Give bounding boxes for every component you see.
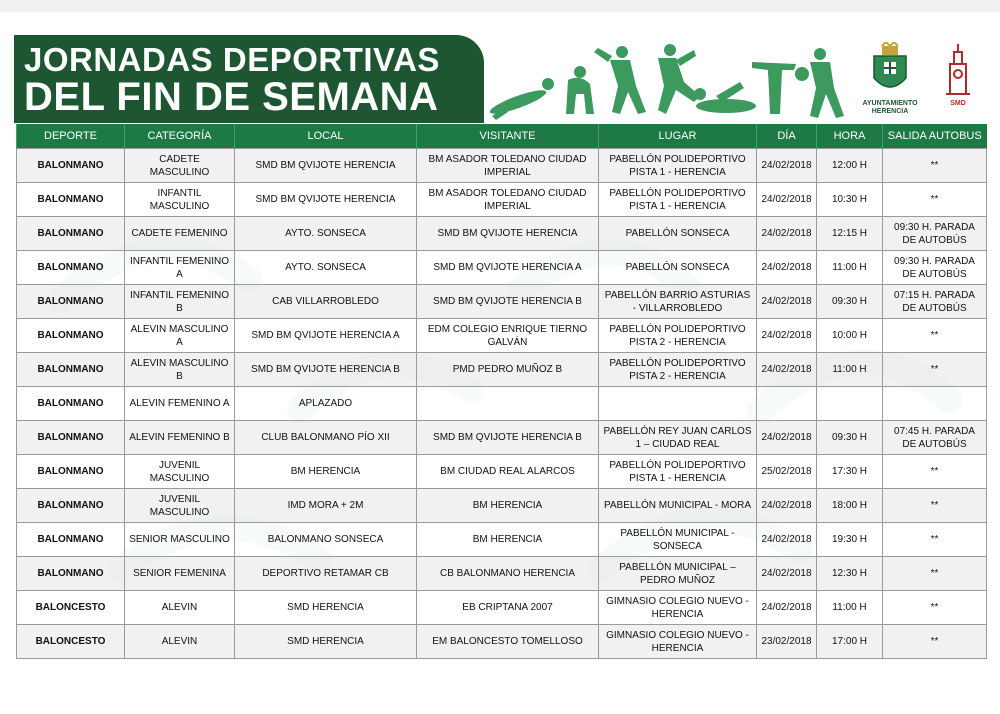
- categoria-cell: JUVENIL MASCULINO: [125, 489, 235, 523]
- hora-cell: 17:00 H: [817, 625, 883, 659]
- column-header-hora: HORA: [817, 124, 883, 149]
- local-cell: SMD BM QVIJOTE HERENCIA: [235, 149, 417, 183]
- table-body: [17, 149, 987, 659]
- hora-cell: 17:30 H: [817, 455, 883, 489]
- salida-autobus-cell: 09:30 H. PARADA DE AUTOBÚS: [883, 217, 987, 251]
- categoria-cell: INFANTIL MASCULINO: [125, 183, 235, 217]
- table-row: [17, 523, 987, 557]
- ball-player-icon: [795, 48, 844, 118]
- title-line-2: DEL FIN DE SEMANA: [24, 75, 439, 119]
- salida-autobus-cell: 07:15 H. PARADA DE AUTOBÚS: [883, 285, 987, 319]
- table-row: [17, 489, 987, 523]
- dia-cell: 24/02/2018: [757, 591, 817, 625]
- visitante-cell: PMD PEDRO MUÑOZ B: [417, 353, 599, 387]
- local-cell: CLUB BALONMANO PÍO XII: [235, 421, 417, 455]
- categoria-cell: ALEVIN MASCULINO B: [125, 353, 235, 387]
- visitante-cell: BM ASADOR TOLEDANO CIUDAD IMPERIAL: [417, 149, 599, 183]
- table-row: [17, 149, 987, 183]
- deporte-cell: BALONMANO: [17, 489, 125, 523]
- lugar-cell: PABELLÓN REY JUAN CARLOS 1 – CIUDAD REAL: [599, 421, 757, 455]
- table-row: [17, 387, 987, 421]
- salida-autobus-cell: **: [883, 523, 987, 557]
- table-row: [17, 183, 987, 217]
- visitante-cell: SMD BM QVIJOTE HERENCIA: [417, 217, 599, 251]
- categoria-cell: JUVENIL MASCULINO: [125, 455, 235, 489]
- visitante-cell: BM ASADOR TOLEDANO CIUDAD IMPERIAL: [417, 183, 599, 217]
- local-cell: CAB VILLARROBLEDO: [235, 285, 417, 319]
- hora-cell: 11:00 H: [817, 353, 883, 387]
- visitante-cell: SMD BM QVIJOTE HERENCIA B: [417, 285, 599, 319]
- hora-cell: [817, 387, 883, 421]
- categoria-cell: ALEVIN: [125, 625, 235, 659]
- table-row: [17, 625, 987, 659]
- dia-cell: 24/02/2018: [757, 489, 817, 523]
- column-header-visitante: VISITANTE: [417, 124, 599, 149]
- hora-cell: 12:30 H: [817, 557, 883, 591]
- categoria-cell: CADETE MASCULINO: [125, 149, 235, 183]
- dia-cell: 24/02/2018: [757, 183, 817, 217]
- salida-autobus-cell: 07:45 H. PARADA DE AUTOBÚS: [883, 421, 987, 455]
- local-cell: SMD BM QVIJOTE HERENCIA A: [235, 319, 417, 353]
- deporte-cell: BALONMANO: [17, 217, 125, 251]
- lugar-cell: PABELLÓN BARRIO ASTURIAS - VILLARROBLEDO: [599, 285, 757, 319]
- categoria-cell: ALEVIN FEMENINO B: [125, 421, 235, 455]
- deporte-cell: BALONMANO: [17, 455, 125, 489]
- salida-autobus-cell: **: [883, 591, 987, 625]
- local-cell: BM HERENCIA: [235, 455, 417, 489]
- deporte-cell: BALONMANO: [17, 557, 125, 591]
- dia-cell: 24/02/2018: [757, 523, 817, 557]
- lugar-cell: PABELLÓN MUNICIPAL – PEDRO MUÑOZ: [599, 557, 757, 591]
- hora-cell: 10:30 H: [817, 183, 883, 217]
- table-header-row: [17, 124, 987, 149]
- lugar-cell: PABELLÓN POLIDEPORTIVO PISTA 1 - HERENCIA: [599, 455, 757, 489]
- dia-cell: 24/02/2018: [757, 149, 817, 183]
- lugar-cell: GIMNASIO COLEGIO NUEVO - HERENCIA: [599, 591, 757, 625]
- tower-emblem-icon: [928, 42, 988, 98]
- categoria-cell: CADETE FEMENINO: [125, 217, 235, 251]
- local-cell: BALONMANO SONSECA: [235, 523, 417, 557]
- deporte-cell: BALONMANO: [17, 319, 125, 353]
- gymnast-icon: [752, 62, 796, 114]
- categoria-cell: SENIOR FEMENINA: [125, 557, 235, 591]
- lugar-cell: GIMNASIO COLEGIO NUEVO - HERENCIA: [599, 625, 757, 659]
- visitante-cell: CB BALONMANO HERENCIA: [417, 557, 599, 591]
- lugar-cell: PABELLÓN POLIDEPORTIVO PISTA 2 - HERENCIA: [599, 353, 757, 387]
- local-cell: SMD BM QVIJOTE HERENCIA: [235, 183, 417, 217]
- deporte-cell: BALONMANO: [17, 183, 125, 217]
- local-cell: SMD HERENCIA: [235, 591, 417, 625]
- lugar-cell: PABELLÓN POLIDEPORTIVO PISTA 1 - HERENCIA: [599, 183, 757, 217]
- deporte-cell: BALONMANO: [17, 523, 125, 557]
- athletes-illustration: [490, 38, 850, 122]
- table-row: [17, 455, 987, 489]
- categoria-cell: ALEVIN MASCULINO A: [125, 319, 235, 353]
- sliding-athlete-icon: [694, 82, 756, 113]
- deporte-cell: BALONMANO: [17, 387, 125, 421]
- table-row: [17, 591, 987, 625]
- dia-cell: 24/02/2018: [757, 285, 817, 319]
- crouching-athlete-icon: [566, 66, 594, 114]
- table-row: [17, 285, 987, 319]
- dia-cell: 25/02/2018: [757, 455, 817, 489]
- title-line-1: JORNADAS DEPORTIVAS: [24, 41, 440, 78]
- salida-autobus-cell: **: [883, 149, 987, 183]
- deporte-cell: BALONMANO: [17, 251, 125, 285]
- lugar-cell: PABELLÓN POLIDEPORTIVO PISTA 2 - HERENCIA: [599, 319, 757, 353]
- visitante-cell: BM CIUDAD REAL ALARCOS: [417, 455, 599, 489]
- visitante-cell: [417, 387, 599, 421]
- salida-autobus-cell: **: [883, 353, 987, 387]
- table-row: [17, 217, 987, 251]
- coat-of-arms-icon: [860, 42, 920, 98]
- hora-cell: 18:00 H: [817, 489, 883, 523]
- matches-table: [16, 124, 987, 659]
- lugar-cell: PABELLÓN MUNICIPAL - SONSECA: [599, 523, 757, 557]
- deporte-cell: BALONMANO: [17, 149, 125, 183]
- deporte-cell: BALONMANO: [17, 285, 125, 319]
- visitante-cell: BM HERENCIA: [417, 523, 599, 557]
- logo1-caption: AYUNTAMIENTO HERENCIA: [862, 100, 918, 115]
- dia-cell: 23/02/2018: [757, 625, 817, 659]
- dia-cell: 24/02/2018: [757, 319, 817, 353]
- hora-cell: 09:30 H: [817, 421, 883, 455]
- local-cell: IMD MORA + 2M: [235, 489, 417, 523]
- hora-cell: 12:00 H: [817, 149, 883, 183]
- local-cell: AYTO. SONSECA: [235, 217, 417, 251]
- visitante-cell: EDM COLEGIO ENRIQUE TIERNO GALVÁN: [417, 319, 599, 353]
- salida-autobus-cell: **: [883, 625, 987, 659]
- dia-cell: [757, 387, 817, 421]
- local-cell: AYTO. SONSECA: [235, 251, 417, 285]
- lugar-cell: [599, 387, 757, 421]
- local-cell: DEPORTIVO RETAMAR CB: [235, 557, 417, 591]
- table-row: [17, 421, 987, 455]
- logo2-caption: SMD: [950, 100, 966, 107]
- running-athlete-icon: [658, 44, 700, 114]
- lugar-cell: PABELLÓN MUNICIPAL - MORA: [599, 489, 757, 523]
- hora-cell: 09:30 H: [817, 285, 883, 319]
- jumping-athlete-icon: [594, 46, 646, 114]
- table-row: [17, 319, 987, 353]
- local-cell: SMD HERENCIA: [235, 625, 417, 659]
- column-header-local: LOCAL: [235, 124, 417, 149]
- salida-autobus-cell: 09:30 H. PARADA DE AUTOBÚS: [883, 251, 987, 285]
- local-cell: APLAZADO: [235, 387, 417, 421]
- salida-autobus-cell: **: [883, 319, 987, 353]
- dia-cell: 24/02/2018: [757, 557, 817, 591]
- salida-autobus-cell: **: [883, 183, 987, 217]
- categoria-cell: INFANTIL FEMENINO A: [125, 251, 235, 285]
- hora-cell: 10:00 H: [817, 319, 883, 353]
- hora-cell: 12:15 H: [817, 217, 883, 251]
- top-border: [0, 0, 1000, 12]
- diving-athlete-icon: [490, 78, 554, 120]
- visitante-cell: BM HERENCIA: [417, 489, 599, 523]
- table-row: [17, 353, 987, 387]
- hora-cell: 11:00 H: [817, 591, 883, 625]
- lugar-cell: PABELLÓN POLIDEPORTIVO PISTA 1 - HERENCIA: [599, 149, 757, 183]
- salida-autobus-cell: **: [883, 455, 987, 489]
- visitante-cell: SMD BM QVIJOTE HERENCIA A: [417, 251, 599, 285]
- dia-cell: 24/02/2018: [757, 353, 817, 387]
- categoria-cell: ALEVIN FEMENINO A: [125, 387, 235, 421]
- visitante-cell: EB CRIPTANA 2007: [417, 591, 599, 625]
- categoria-cell: ALEVIN: [125, 591, 235, 625]
- column-header-deporte: DEPORTE: [17, 124, 125, 149]
- deporte-cell: BALONCESTO: [17, 591, 125, 625]
- column-header-lugar: LUGAR: [599, 124, 757, 149]
- deporte-cell: BALONCESTO: [17, 625, 125, 659]
- lugar-cell: PABELLÓN SONSECA: [599, 217, 757, 251]
- local-cell: SMD BM QVIJOTE HERENCIA B: [235, 353, 417, 387]
- hora-cell: 11:00 H: [817, 251, 883, 285]
- salida-autobus-cell: **: [883, 557, 987, 591]
- smd-logo: [928, 42, 988, 118]
- dia-cell: 24/02/2018: [757, 251, 817, 285]
- lugar-cell: PABELLÓN SONSECA: [599, 251, 757, 285]
- visitante-cell: EM BALONCESTO TOMELLOSO: [417, 625, 599, 659]
- dia-cell: 24/02/2018: [757, 421, 817, 455]
- salida-autobus-cell: **: [883, 489, 987, 523]
- table-row: [17, 557, 987, 591]
- hora-cell: 19:30 H: [817, 523, 883, 557]
- deporte-cell: BALONMANO: [17, 421, 125, 455]
- categoria-cell: SENIOR MASCULINO: [125, 523, 235, 557]
- title-banner: [14, 35, 484, 123]
- salida-autobus-cell: [883, 387, 987, 421]
- ayuntamiento-logo: [860, 42, 920, 118]
- visitante-cell: SMD BM QVIJOTE HERENCIA B: [417, 421, 599, 455]
- dia-cell: 24/02/2018: [757, 217, 817, 251]
- categoria-cell: INFANTIL FEMENINO B: [125, 285, 235, 319]
- column-header-salida-autobus: SALIDA AUTOBUS: [883, 124, 987, 149]
- column-header-dia: DÍA: [757, 124, 817, 149]
- column-header-categoria: CATEGORÍA: [125, 124, 235, 149]
- table-row: [17, 251, 987, 285]
- deporte-cell: BALONMANO: [17, 353, 125, 387]
